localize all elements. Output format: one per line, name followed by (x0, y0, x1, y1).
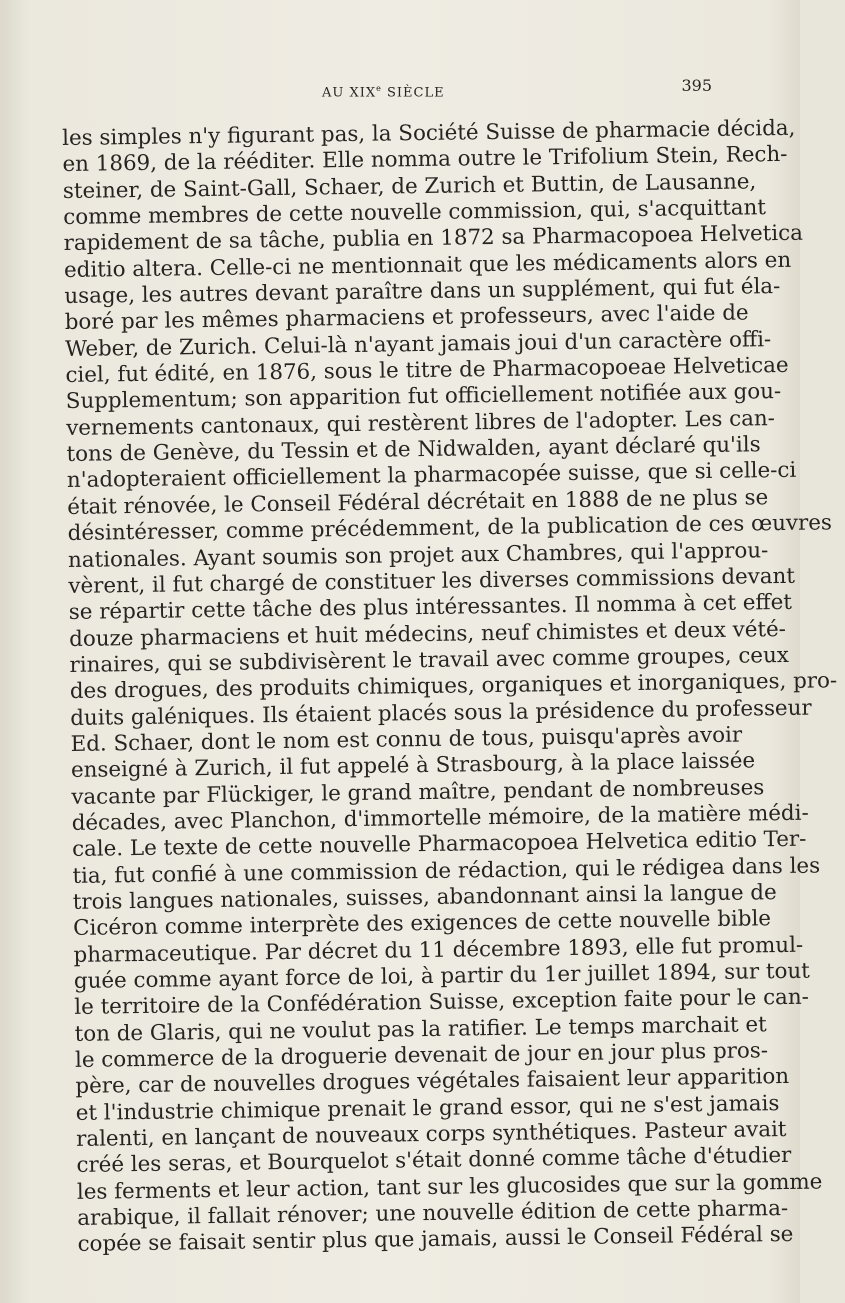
text-line: enseigné à Zurich, il fut appelé à Strasbourg, à la place laissée (70, 748, 756, 784)
text-line: steiner, de Saint-Gall, Schaer, de Zurich et Buttin, de Lausanne, (62, 169, 757, 204)
text-line: duits galéniques. Ils étaient placés sous la présidence du professeur (70, 695, 812, 731)
text-line: le territoire de la Confédération Suisse, exception faite pour le can- (74, 985, 810, 1021)
text-line: les simples n'y figurant pas, la Société Suisse de pharmacie décida, (62, 115, 796, 151)
text-line: Ed. Schaer, dont le nom est connu de tous, puisqu'après avoir (70, 722, 743, 757)
text-line: se répartir cette tâche des plus intéressantes. Il nomma à cet effet (68, 590, 793, 626)
running-head-superscript: e (376, 84, 382, 93)
page-number: 395 (681, 76, 712, 95)
text-line: ton de Glaris, qui ne voulut pas la ratifier. Le temps marchait et (74, 1011, 767, 1047)
text-line: décades, avec Planchon, d'immortelle mémoire, de la matière médi- (71, 800, 809, 836)
text-line: n'adopteraient officiellement la pharmacopée suisse, que si celle-ci (66, 458, 797, 494)
text-line: pharmaceutique. Par décret du 11 décembre 1893, elle fut promul- (73, 932, 804, 968)
text-line: ciel, fut édité, en 1876, sous le titre de Pharmacopoeae Helveticae (65, 352, 789, 389)
text-line: Supplementum; son apparition fut officiellement notifiée aux gou- (65, 379, 782, 415)
text-line: vacante par Flückiger, le grand maître, pendant de nombreuses (71, 774, 765, 810)
body-text (62, 115, 838, 1259)
text-line: comme membres de cette nouvelle commission, qui, s'acquittant (63, 195, 767, 231)
text-line: désintéresser, comme précédemment, de la publication de ces œuvres (67, 510, 833, 547)
text-line: tons de Genève, du Tessin et de Nidwalden, ayant déclaré qu'ils (66, 432, 761, 468)
text-line: trois langues nationales, suisses, abandonnant ainsi la langue de (72, 880, 777, 915)
running-head-prefix: AU XIX (322, 85, 377, 101)
text-line: arabique, il fallait rénover; une nouvelle édition de cette pharma- (77, 1196, 789, 1231)
running-head (322, 84, 445, 100)
text-line: en 1869, de la rééditer. Elle nomma outre le Trifolium Stein, Rech- (62, 142, 788, 178)
text-line: Weber, de Zurich. Celui-là n'ayant jamais joui d'un caractère offi- (64, 326, 772, 362)
text-line: était rénovée, le Conseil Fédéral décrétait en 1888 de ne plus se (67, 484, 769, 520)
running-head-suffix: SIÈCLE (381, 85, 445, 101)
text-line: tia, fut confié à une commission de rédaction, qui le rédigea dans les (72, 853, 821, 889)
text-line: rinaires, qui se subdivisèrent le travail avec comme groupes, ceux (69, 642, 790, 678)
text-line: père, car de nouvelles drogues végétales faisaient leur apparition (75, 1064, 790, 1100)
text-line: cale. Le texte de cette nouvelle Pharmacopoea Helvetica editio Ter- (71, 826, 807, 863)
text-line: rapidement de sa tâche, publia en 1872 sa Pharmacopoea Helvetica (63, 221, 804, 257)
text-line: le commerce de la droguerie devenait de jour en jour plus pros- (74, 1038, 769, 1073)
text-line: copée se faisait sentir plus que jamais, aussi le Conseil Fédéral se (77, 1222, 794, 1258)
text-line: usage, les autres devant paraître dans un supplément, qui fut éla- (64, 274, 781, 310)
text-line: editio altera. Celle-ci ne mentionnait que les médicaments alors en (63, 247, 792, 283)
text-line: boré par les mêmes pharmaciens et professeurs, avec l'aide de (64, 300, 749, 336)
text-line: nationales. Ayant soumis son projet aux Chambres, qui l'approu- (67, 537, 769, 573)
text-line: douze pharmaciens et huit médecins, neuf chimistes et deux vété- (68, 616, 787, 652)
text-line: Cicéron comme interprète des exigences de cette nouvelle bible (73, 906, 772, 942)
text-line: créé les seras, et Bourquelot s'était donné comme tâche d'étudier (76, 1143, 792, 1179)
page-header (72, 76, 712, 106)
text-line: guée comme ayant force de loi, à partir du 1er juillet 1894, sur tout (73, 958, 810, 994)
text-line: vèrent, il fut chargé de constituer les diverses commissions devant (68, 563, 796, 599)
text-line: vernements cantonaux, qui restèrent libres de l'adopter. Les can- (66, 405, 776, 441)
text-line: et l'industrie chimique prenait le grand essor, qui ne s'est jamais (75, 1090, 780, 1126)
text-line: des drogues, des produits chimiques, organiques et inorganiques, pro- (69, 668, 838, 705)
text-line: ralenti, en lançant de nouveaux corps synthétiques. Pasteur avait (75, 1117, 787, 1152)
text-line: les ferments et leur action, tant sur les glucosides que sur la gomme (76, 1169, 823, 1205)
